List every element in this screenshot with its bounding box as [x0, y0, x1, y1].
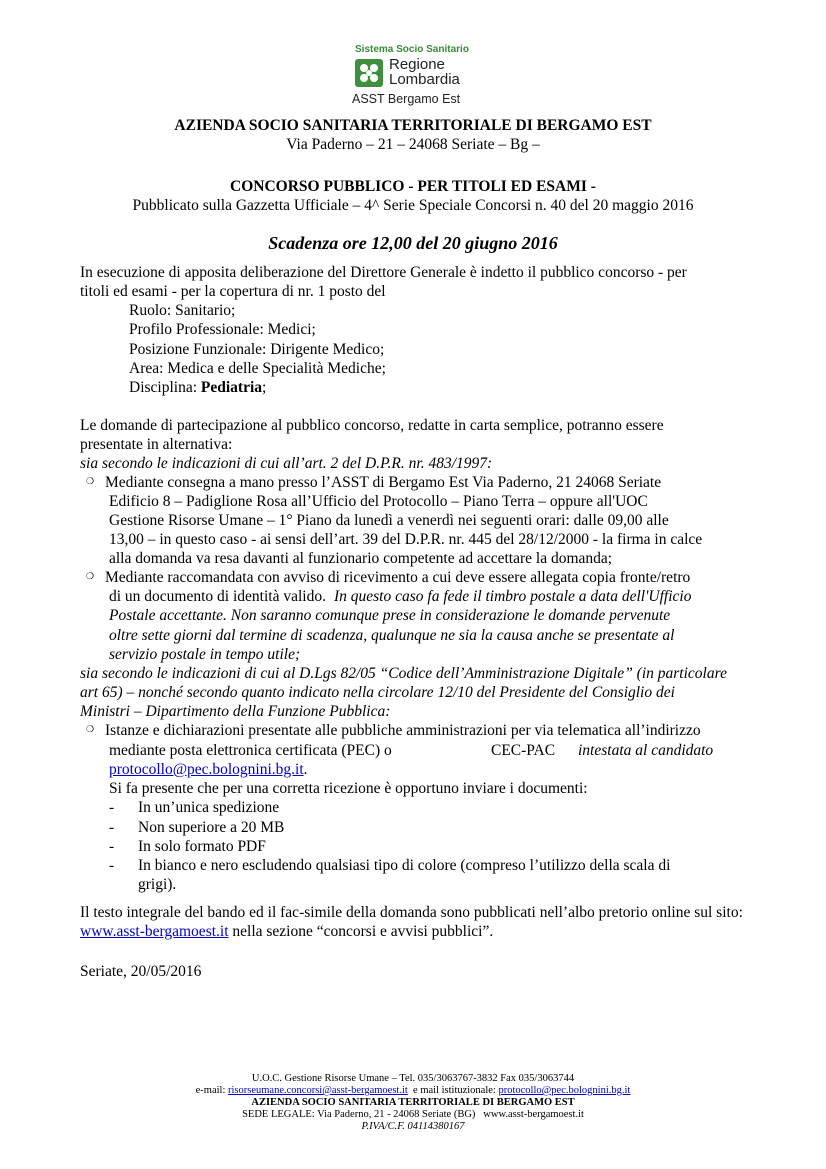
footer-contacts: U.O.C. Gestione Risorse Umane – Tel. 035/3063767-3832 Fax 035/3063744 — [251, 1073, 575, 1084]
footer-vat: P.IVA/C.F. 04114380167 — [361, 1121, 465, 1132]
bullet-1-line-4: 13,00 – in questo caso - ai sensi dell’art. 39 del D.P.R. nr. 445 del 28/12/2000 - la firma in calce — [109, 531, 703, 548]
bullet-1-line-3: Gestione Risorse Umane – 1° Piano da lunedì a venerdì nei seguenti orari: dalle 09,00 alle — [109, 512, 669, 529]
dash: - — [109, 799, 115, 816]
bullet-icon: ❍ — [86, 724, 95, 734]
dash: - — [109, 838, 115, 855]
option-2-line-2: art 65) – nonché secondo quanto indicato nella circolare 12/10 del Presidente del Consiglio dei — [80, 684, 675, 701]
dash: - — [109, 857, 115, 874]
area: Area: Medica e delle Specialità Mediche; — [129, 360, 386, 377]
institutional-email-link[interactable]: protocollo@pec.bolognini.bg.it — [498, 1085, 631, 1096]
organization-name: AZIENDA SOCIO SANITARIA TERRITORIALE DI BERGAMO EST — [174, 117, 652, 134]
publication-info: Pubblicato sulla Gazzetta Ufficiale – 4^ Serie Speciale Concorsi n. 40 del 20 maggio 2016 — [132, 197, 694, 214]
disciplina: Disciplina: Pediatria; — [129, 379, 267, 396]
requirement-2: Non superiore a 20 MB — [138, 819, 285, 836]
footer-organization: AZIENDA SOCIO SANITARIA TERRITORIALE DI BERGAMO EST — [251, 1097, 575, 1108]
bullet-icon: ❍ — [86, 571, 95, 581]
cec-pac-label: CEC-PAC — [491, 742, 556, 759]
deadline-heading: Scadenza ore 12,00 del 20 giugno 2016 — [268, 233, 558, 253]
intro-line-2: titoli ed esami - per la copertura di nr. 1 posto del — [80, 283, 386, 300]
bullet-icon: ❍ — [86, 476, 95, 486]
footer-emails: e-mail: risorseumane.concorsi@asst-bergamoest.it e mail istituzionale: protocollo@pec.bolognini.bg.it — [195, 1085, 631, 1096]
requirement-4-line-1: In bianco e nero escludendo qualsiasi tipo di colore (compreso l’utilizzo della scala di — [138, 857, 671, 874]
bullet-2-line-2: di un documento di identità valido. In questo caso fa fede il timbro postale a data dell'Ufficio — [109, 588, 692, 605]
ruolo: Ruolo: Sanitario; — [129, 302, 236, 319]
requirement-4-line-2: grigi). — [138, 876, 177, 893]
bullet-2-line-5: servizio postale in tempo utile; — [109, 646, 301, 663]
intestata-label: intestata al candidato — [578, 742, 714, 759]
intro-line-1: In esecuzione di apposita deliberazione del Direttore Generale è indetto il pubblico concorso - per — [80, 264, 687, 281]
option-2-line-1: sia secondo le indicazioni di cui al D.Lgs 82/05 “Codice dell’Amministrazione Digitale” (in particolare — [80, 665, 727, 682]
domande-line-1: Le domande di partecipazione al pubblico concorso, redatte in carta semplice, potranno essere — [80, 417, 664, 434]
bullet-2-line-4: oltre sette giorni dal termine di scadenza, qualunque ne sia la causa anche se presentate al — [109, 627, 675, 644]
place-date: Seriate, 20/05/2016 — [80, 963, 202, 980]
bullet-3-line-4: Si fa presente che per una corretta ricezione è opportuno inviare i documenti: — [109, 780, 588, 797]
profilo: Profilo Professionale: Medici; — [129, 321, 316, 338]
option-1-heading: sia secondo le indicazioni di cui all’art. 2 del D.P.R. nr. 483/1997: — [80, 455, 493, 472]
requirement-1: In un’unica spedizione — [138, 799, 280, 816]
bullet-1-line-5: alla domanda va resa davanti al funzionario competente ad accettare la domanda; — [109, 550, 613, 567]
bullet-1-line-2: Edificio 8 – Padiglione Rosa all’Ufficio del Protocollo – Piano Terra – oppure all'UOC — [109, 493, 648, 510]
posizione: Posizione Funzionale: Dirigente Medico; — [129, 341, 385, 358]
organization-address: Via Paderno – 21 – 24068 Seriate – Bg – — [286, 136, 540, 153]
closing-line-1: Il testo integrale del bando ed il fac-simile della domanda sono pubblicati nell’albo pretorio online sul sito: — [80, 904, 743, 921]
domande-line-2: presentate in alternativa: — [80, 436, 233, 453]
closing-line-2: www.asst-bergamoest.it nella sezione “concorsi e avvisi pubblici”. — [80, 923, 494, 940]
requirement-3: In solo formato PDF — [138, 838, 266, 855]
logo-tagline: Sistema Socio Sanitario — [355, 44, 469, 55]
footer-legal-address: SEDE LEGALE: Via Paderno, 21 - 24068 Seriate (BG) www.asst-bergamoest.it — [242, 1109, 584, 1120]
bullet-3-line-1: Istanze e dichiarazioni presentate alle pubbliche amministrazioni per via telematica all’indirizzo — [105, 722, 701, 739]
option-2-line-3: Ministri – Dipartimento della Funzione Pubblica: — [80, 703, 391, 720]
logo-region-name: Regione Lombardia — [389, 56, 460, 88]
pec-email-link[interactable]: protocollo@pec.bolognini.bg.it — [109, 761, 304, 778]
logo-asst-name: ASST Bergamo Est — [352, 92, 461, 106]
dash: - — [109, 819, 115, 836]
website-link[interactable]: www.asst-bergamoest.it — [80, 923, 229, 940]
pec-email-line: protocollo@pec.bolognini.bg.it. — [109, 761, 308, 778]
document-title: CONCORSO PUBBLICO - PER TITOLI ED ESAMI - — [230, 178, 596, 195]
bullet-1-line-1: Mediante consegna a mano presso l’ASST di Bergamo Est Via Paderno, 21 24068 Seriate — [105, 474, 662, 491]
bullet-2-line-1: Mediante raccomandata con avviso di ricevimento a cui deve essere allegata copia fronte/retro — [105, 569, 691, 586]
bullet-3-line-2a: mediante posta elettronica certificata (PEC) o — [109, 742, 392, 759]
regione-lombardia-logo-icon — [355, 59, 383, 87]
bullet-2-line-3: Postale accettante. Non saranno comunque prese in considerazione le domande pervenute — [109, 607, 671, 624]
hr-email-link[interactable]: risorseumane.concorsi@asst-bergamoest.it — [228, 1085, 408, 1096]
